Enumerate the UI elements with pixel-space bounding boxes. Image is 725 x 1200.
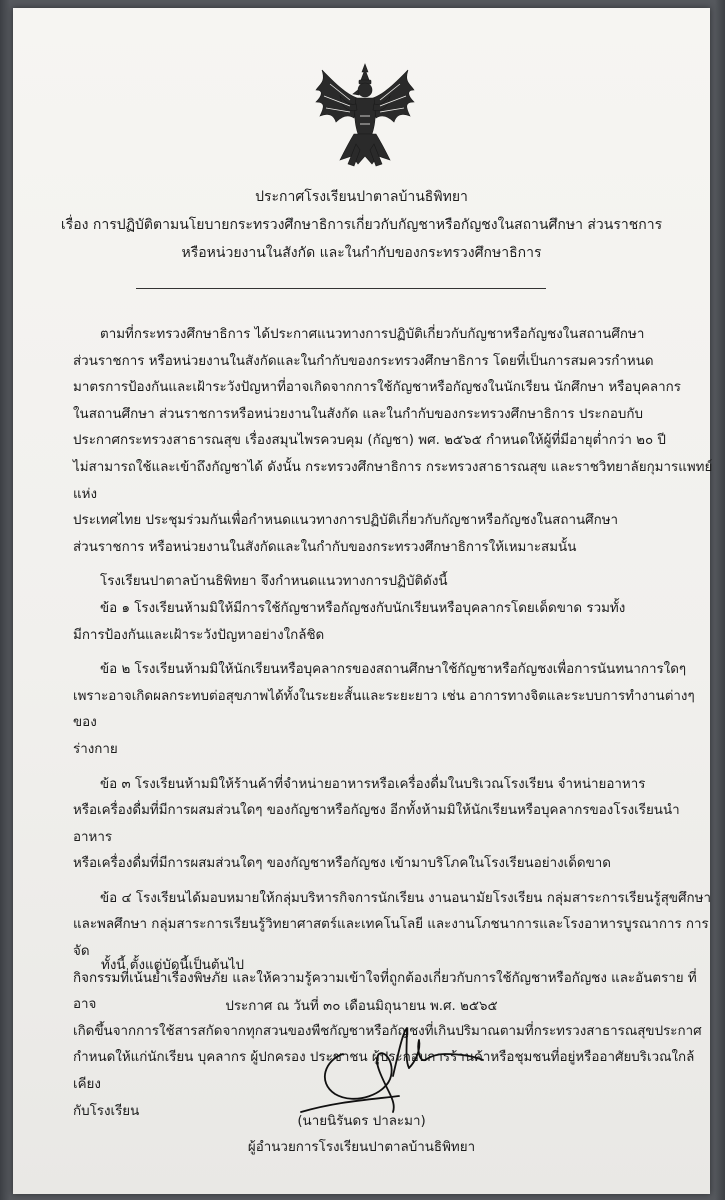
signer-name: (นายนิรันดร ปาละมา) <box>297 1114 426 1129</box>
announcement-document <box>13 8 713 1194</box>
directive-item-2: ข้อ ๒ โรงเรียนห้ามมิให้นักเรียนหรือบุคลากรของสถานศึกษาใช้กัญชาหรือกัญชงเพื่อการนันทนาการใดๆ เพราะอาจเกิดผลกระทบต่อสุขภาพได้ทั้งในระยะสั้นและระยะยาว เช่น อาการทางจิตและระบบการทำงานต่างๆ ของ ร่างกาย <box>73 662 695 757</box>
signer-position: ผู้อำนวยการโรงเรียนปาตาลบ้านธิพิทยา <box>247 1140 476 1155</box>
subject-line: เรื่อง การปฏิบัติตามนโยบายกระทรวงศึกษาธิการเกี่ยวกับกัญชาหรือกัญชงในสถานศึกษา ส่วนราชการ <box>60 217 663 233</box>
announcement-date: ประกาศ ณ วันที่ ๓๐ เดือนมิถุนายน พ.ศ. ๒๕๖๕ <box>225 999 498 1014</box>
directive-intro: โรงเรียนปาตาลบ้านธิพิทยา จึงกำหนดแนวทางการปฏิบัติดังนี้ <box>100 574 448 590</box>
subject-line-continued: หรือหน่วยงานในสังกัด และในกำกับของกระทรวงศึกษาธิการ <box>181 245 542 261</box>
directive-item-1: ข้อ ๑ โรงเรียนห้ามมิให้มีการใช้กัญชาหรือกัญชงกับนักเรียนหรือบุคลากรโดยเด็ดขาด รวมทั้ง มีการป้องกันและเฝ้าระวังปัญหาอย่างใกล้ชิด <box>73 600 626 643</box>
intro-paragraph: ตามที่กระทรวงศึกษาธิการ ได้ประกาศแนวทางการปฏิบัติเกี่ยวกับกัญชาหรือกัญชงในสถานศึกษา ส่วนราชการ หรือหน่วยงานในสังกัดและในกำกับของกระทรวงศึกษาธิการ โดยที่เป็นการสมควรกำหนด มาตรการป้องกันและเฝ้าระวังปัญหาที่อาจเกิดจากการใช้กัญชาหรือกัญชงในนักเรียน นักศึกษา หรือบุคลากร ในสถานศึกษา ส่วนราชการหรือหน่วยงานในสังกัด และในกำกับของกระทรวงศึกษาธิการ ประกอบกับ ประกาศกระทรวงสาธารณสุข เรื่องสมุนไพรควบคุม (กัญชา) พศ. ๒๕๖๕ กำหนดให้ผู้ที่มีอายุต่ำกว่า ๒๐ ปี ไม่สามารถใช้และเข้าถึงกัญชาได้ ดังนั้น กระทรวงศึกษาธิการ กระทรวงสาธารณสุข และราชวิทยาลัยกุมารแพทย์แห่ง ประเทศไทย ประชุมร่วมกันเพื่อกำหนดแนวทางการปฏิบัติเกี่ยวกับกัญชาหรือกัญชงในสถานศึกษา ส่วนราชการ หรือหน่วยงานในสังกัดและในกำกับของกระทรวงศึกษาธิการให้เหมาะสมนั้น <box>73 327 713 555</box>
garuda-emblem-icon <box>310 60 420 170</box>
announcement-title: ประกาศโรงเรียนปาตาลบ้านธิพิทยา <box>255 189 468 205</box>
signature-icon <box>295 1020 485 1120</box>
header-divider <box>136 288 546 289</box>
effective-statement: ทั้งนี้ ตั้งแต่บัดนี้เป็นต้นไป <box>101 958 245 973</box>
directive-item-3: ข้อ ๓ โรงเรียนห้ามมิให้ร้านค้าที่จำหน่ายอาหารหรือเครื่องดื่มในบริเวณโรงเรียน จำหน่ายอาหาร หรือเครื่องดื่มที่มีการผสมส่วนใดๆ ของกัญชาหรือกัญชง อีกทั้งห้ามมิให้นักเรียนหรือบุคลากรของโรงเรียนนำอาหาร หรือเครื่องดื่มที่มีการผสมส่วนใดๆ ของกัญชาหรือกัญชง เข้ามาบริโภคในโรงเรียนอย่างเด็ดขาด <box>73 776 680 872</box>
directive-item-4: ข้อ ๔ โรงเรียนได้มอบหมายให้กลุ่มบริหารกิจการนักเรียน งานอนามัยโรงเรียน กลุ่มสาระการเรียนรู้สุขศึกษา และพลศึกษา กลุ่มสาระการเรียนรู้วิทยาศาสตร์และเทคโนโลยี และงานโภชนาการและโรงอาหารบูรณาการ การจัด กิจกรรมที่เน้นย้ำเรื่องพิษภัย และให้ความรู้ความเข้าใจที่ถูกต้องเกี่ยวกับการใช้กัญชาหรือกัญชง และอันตราย ที่อาจ เกิดขึ้นจากการใช้สารสกัดจากทุกสวนของพืชกัญชาหรือกัญชงที่เกินปริมาณตามที่กระทรวงสาธารณสุขประกาศ กำหนดให้แก่นักเรียน บุคลากร ผู้ปกครอง ประชาชน ผู้ประกอบการร้านค้าหรือชุมชนที่อยู่หรืออาศัยบริเวณใกล้เคียง กับโรงเรียน <box>73 890 711 1119</box>
